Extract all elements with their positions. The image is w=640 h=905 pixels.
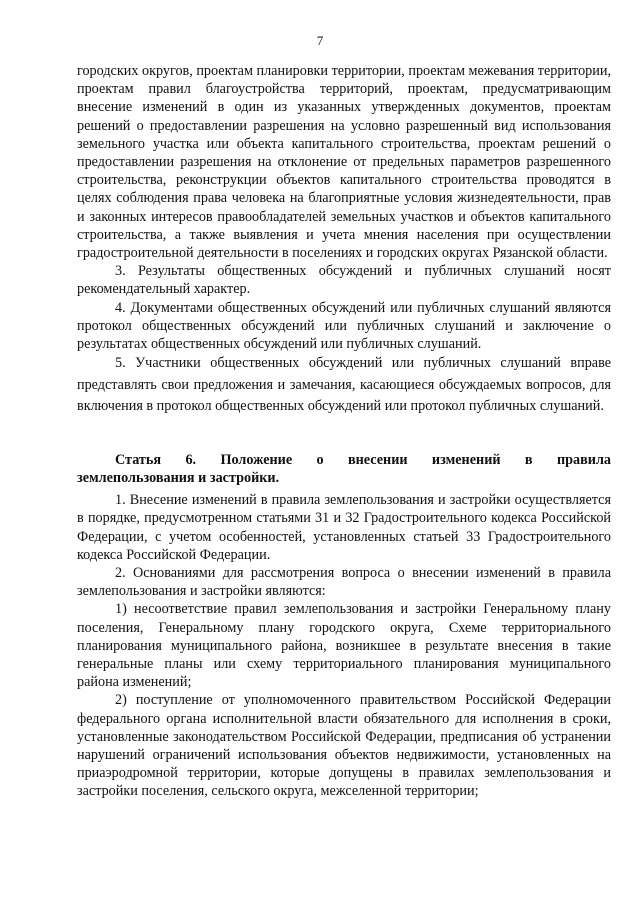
page-number: 7 [316, 33, 324, 48]
article-paragraph-2: 2. Основаниями для рассмотрения вопроса о внесении изменений в правила землепользования и застройки являются: [77, 564, 611, 600]
paragraph-item-4: 4. Документами общественных обсуждений или публичных слушаний являются протокол общественных обсуждений или публичных слушаний и заключение о результатах общественных обсуждений или публичных слушаний. [77, 299, 611, 353]
article-paragraph-1: 1. Внесение изменений в правила землепользования и застройки осуществляется в порядке, предусмотренном статьями 31 и 32 Градостроительного кодекса Российской Федерации, с учетом особенностей, установленных статьей 33 Градостроительного кодекса Российской Федерации. [77, 492, 611, 563]
article-heading-line-2: землепользования и застройки. [77, 469, 280, 486]
article-subitem-2: 2) поступление от уполномоченного правительством Российской Федерации федерального органа исполнительной власти обязательного для исполнения в сроки, установленные законодательством Российской Федерации, предписания об устранении нарушений ограничений использования объектов недвижимости, установленных на приаэродромной территории, которые допущены в правилах землепользования и застройки поселения, сельского округа, межселенной территории; [77, 692, 611, 800]
paragraph-item-5: 5. Участники общественных обсуждений или публичных слушаний вправе представлять свои предложения и замечания, касающиеся обсуждаемых вопросов, для включения в протокол общественных обсуждений или протокол публичных слушаний. [77, 355, 611, 415]
document-body [77, 62, 611, 801]
article-heading-line-1: Статья 6. Положение о внесении изменений в правила [115, 451, 611, 468]
paragraph-item-3: 3. Результаты общественных обсуждений и публичных слушаний носят рекомендательный характер. [77, 263, 611, 298]
article-subitem-1: 1) несоответствие правил землепользования и застройки Генеральному плану поселения, Генеральному плану городского округа, Схеме территориального планирования муниципального района, возникшее в результате внесения в такие генеральные планы или схему территориального планирования муниципального района изменений; [77, 601, 611, 691]
paragraph-continuation: городских округов, проектам планировки территории, проектам межевания территории, проектам правил благоустройства территорий, проектам, предусматривающим внесение изменений в один из указанных утвержденных документов, проектам решений о предоставлении разрешения на условно разрешенный вид использования земельного участка или объекта капитального строительства, проектам решений о предоставлении разрешения на отклонение от предельных параметров разрешенного строительства, реконструкции объектов капитального строительства проводятся в целях соблюдения права человека на благоприятные условия жизнедеятельности, прав и законных интересов правообладателей земельных участков и объектов капитального строительства, а также выявления и учета мнения населения при осуществлении градостроительной деятельности в поселениях и городских округах Рязанской области. [77, 63, 611, 262]
article-6-heading [77, 451, 611, 487]
